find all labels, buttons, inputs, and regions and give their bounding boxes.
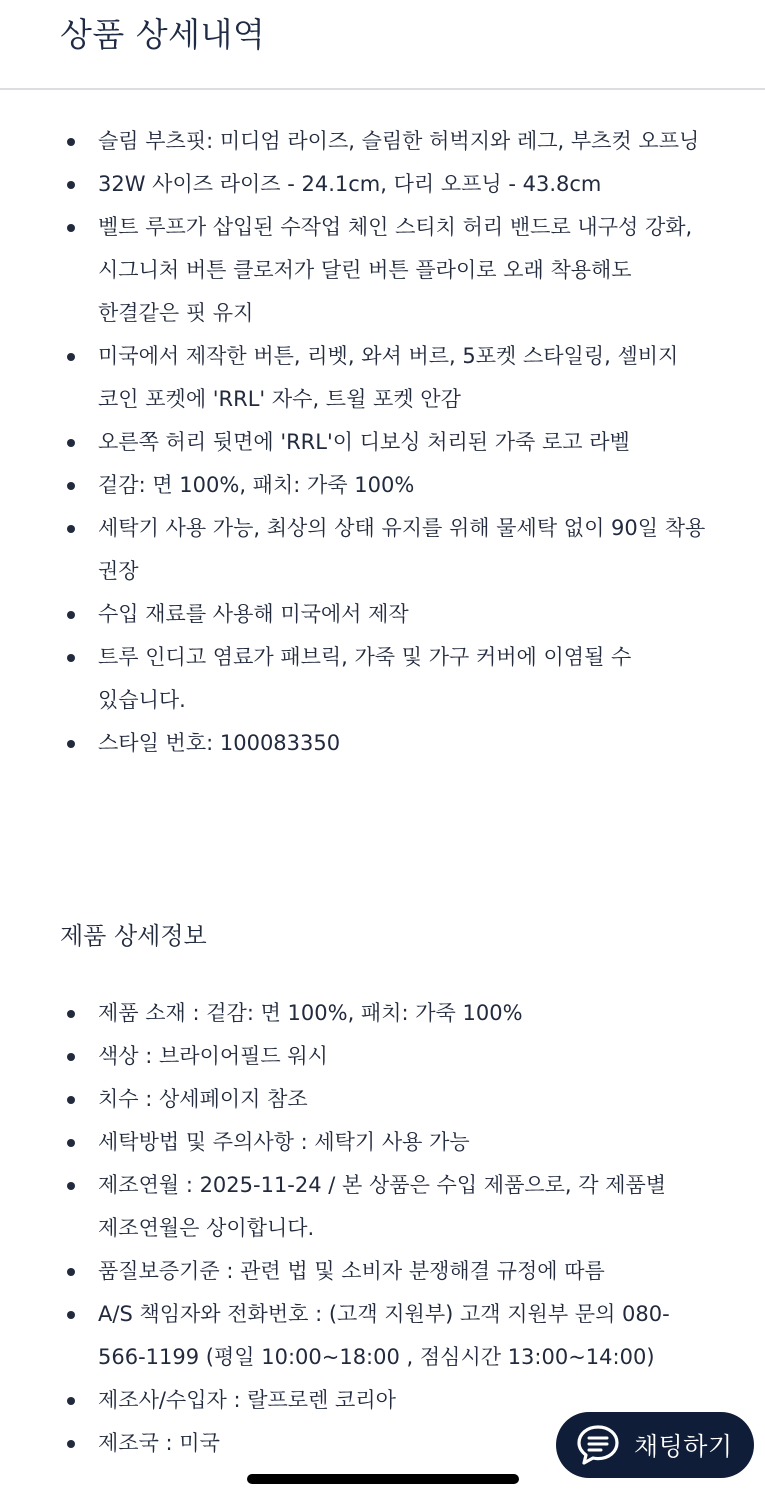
list-item: 겉감: 면 100%, 패치: 가죽 100% (0, 464, 765, 507)
list-item: 벨트 루프가 삽입된 수작업 체인 스티치 허리 밴드로 내구성 강화, 시그니처 버튼 클로저가 달린 버튼 플라이로 오래 착용해도 한결같은 핏 유지 (0, 206, 765, 335)
list-item: 제품 소재 : 겉감: 면 100%, 패치: 가죽 100% (0, 992, 765, 1035)
chat-button-label: 채팅하기 (634, 1432, 733, 1461)
list-item: 수입 재료를 사용해 미국에서 제작 (0, 593, 765, 636)
product-description-list (0, 120, 765, 765)
page-title: 상품 상세내역 (60, 15, 266, 54)
page-header (0, 0, 765, 90)
list-item: 품질보증기준 : 관련 법 및 소비자 분쟁해결 규정에 따름 (0, 1250, 765, 1293)
list-item: 오른쪽 허리 뒷면에 'RRL'이 디보싱 처리된 가죽 로고 라벨 (0, 421, 765, 464)
list-item: 치수 : 상세페이지 참조 (0, 1078, 765, 1121)
home-indicator (247, 1474, 519, 1484)
list-item: 제조사/수입자 : 랄프로렌 코리아 (0, 1379, 765, 1422)
list-item: 슬림 부츠핏: 미디엄 라이즈, 슬림한 허벅지와 레그, 부츠컷 오프닝 (0, 120, 765, 163)
product-details-list (0, 992, 765, 1465)
list-item: 스타일 번호: 100083350 (0, 722, 765, 765)
list-item: A/S 책임자와 전화번호 : (고객 지원부) 고객 지원부 문의 080-566-1199 (평일 10:00~18:00 , 점심시간 13:00~14:00) (0, 1293, 765, 1379)
details-section-title: 제품 상세정보 (60, 922, 207, 950)
list-item: 세탁방법 및 주의사항 : 세탁기 사용 가능 (0, 1121, 765, 1164)
chat-button[interactable] (556, 1412, 754, 1478)
list-item: 색상 : 브라이어필드 워시 (0, 1035, 765, 1078)
list-item: 트루 인디고 염료가 패브릭, 가죽 및 가구 커버에 이염될 수 있습니다. (0, 636, 765, 722)
chat-bubble-icon (574, 1421, 622, 1469)
list-item: 제조연월 : 2025-11-24 / 본 상품은 수입 제품으로, 각 제품별 제조연월은 상이합니다. (0, 1164, 765, 1250)
list-item: 세탁기 사용 가능, 최상의 상태 유지를 위해 물세탁 없이 90일 착용 권장 (0, 507, 765, 593)
list-item: 제조국 : 미국 (0, 1422, 765, 1465)
list-item: 32W 사이즈 라이즈 - 24.1cm, 다리 오프닝 - 43.8cm (0, 163, 765, 206)
list-item: 미국에서 제작한 버튼, 리벳, 와셔 버르, 5포켓 스타일링, 셀비지 코인 포켓에 'RRL' 자수, 트윌 포켓 안감 (0, 335, 765, 421)
